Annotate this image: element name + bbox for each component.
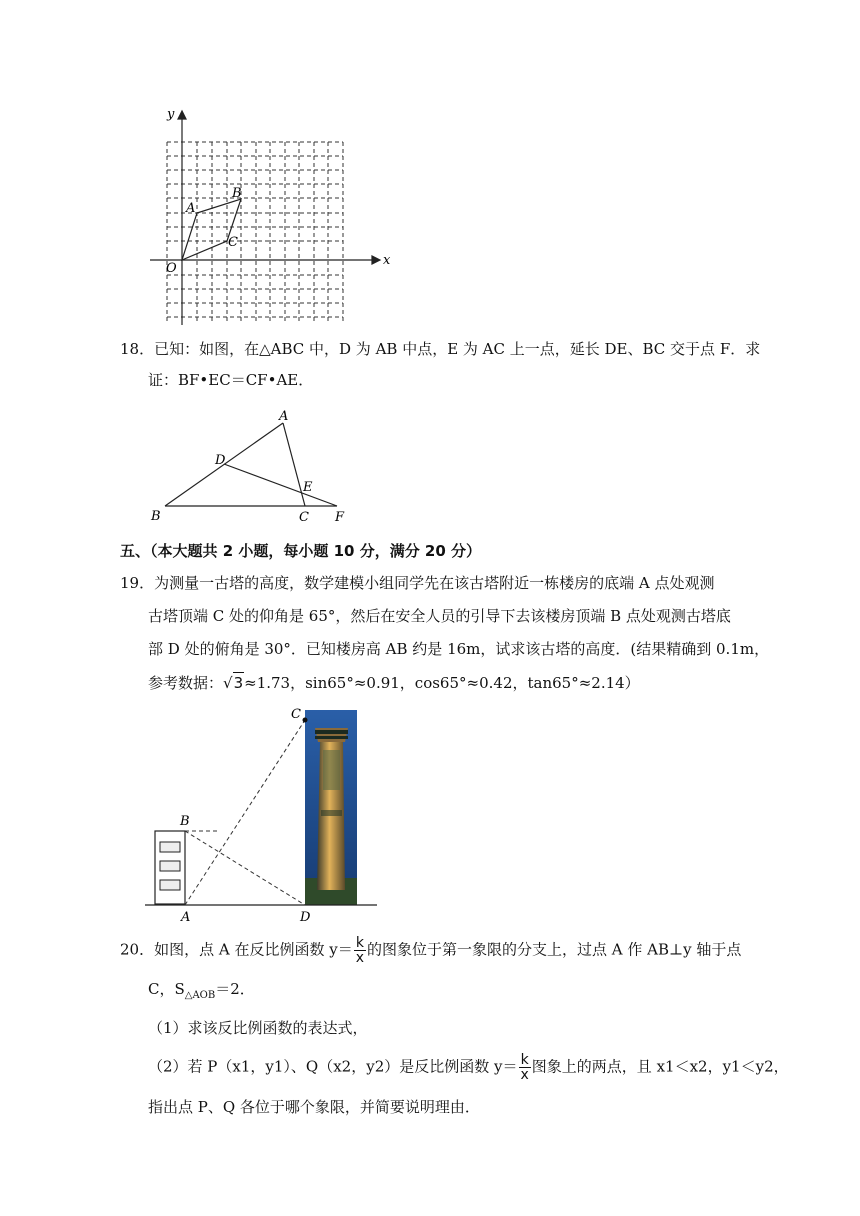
tower-c-label: C [291, 707, 301, 722]
q20-sub2: （2）若 P（x1，y1）、Q（x2，y2）是反比例函数 y＝ $\frac{k}{x}$ 图象上的两点，且 x1＜x2，y1＜y2， [148, 1052, 789, 1083]
q19-ref-label: 参考数据： [148, 674, 224, 692]
x-axis-label: x [383, 253, 391, 268]
grid-figure [150, 100, 400, 330]
q20-number: 20． [120, 940, 155, 959]
point-o-label: O [166, 261, 177, 276]
q20-sub1: （1）求该反比例函数的表达式， [148, 1019, 368, 1037]
tri-a-label: A [279, 409, 289, 424]
q19-ref-values: ≈1.73，sin65°≈0.91，cos65°≈0.42，tan65°≈2.14） [244, 674, 640, 692]
q18-line2: 证：BF•EC＝CF•AE． [148, 371, 314, 389]
area-subscript: △AOB [184, 990, 216, 1001]
q19-line4: 参考数据：√3≈1.73，sin65°≈0.91，cos65°≈0.42，tan65°≈2.14） [148, 674, 640, 692]
q20-line1 [120, 936, 741, 965]
tri-e-label: E [303, 480, 313, 495]
tri-c-label: C [299, 510, 309, 525]
sqrt-three: 3 [233, 674, 244, 692]
q19-line2: 古塔顶端 C 处的仰角是 65°，然后在安全人员的引导下去该楼房顶端 B 点处观测古塔底 [148, 607, 731, 625]
tower-b-label: B [180, 814, 190, 829]
q20-sub3: 指出点 P、Q 各位于哪个象限，并简要说明理由． [148, 1098, 480, 1116]
q18-number: 18． [120, 340, 155, 358]
tri-b-label: B [151, 509, 161, 524]
q20-text1-post: 的图象位于第一象限的分支上，过点 A 作 AB⊥y 轴于点 [367, 940, 742, 959]
fraction-k-over-x: $\frac{k}{x}$ [355, 935, 365, 966]
tower-figure [145, 700, 385, 930]
y-axis-label: y [167, 107, 175, 122]
tri-d-label: D [215, 453, 226, 468]
q19-line3: 部 D 处的俯角是 30°．已知楼房高 AB 约是 16m，试求该古塔的高度．(结果精确到 0.1m， [148, 640, 770, 658]
q19-text1: 为测量一古塔的高度，数学建模小组同学先在该古塔附近一栋楼房的底端 A 点处观测 [154, 574, 715, 592]
tri-f-label: F [335, 510, 345, 525]
q19-number: 19． [120, 574, 155, 592]
q18-line1 [120, 339, 760, 359]
q20-text1-pre: 如图，点 A 在反比例函数 y＝ [154, 940, 353, 959]
tower-d-label: D [300, 910, 311, 925]
tower-a-label: A [181, 910, 191, 925]
section-5-title: 五、（本大题共 2 小题，每小题 10 分，满分 20 分） [120, 542, 482, 560]
q19-line1 [120, 573, 714, 593]
q20-line2: C，$S_{\triangle AOB}=2$． [148, 980, 255, 1001]
q18-text1: 已知：如图，在△ABC 中，D 为 AB 中点，E 为 AC 上一点，延长 DE、BC 交于点 F．求 [154, 340, 761, 358]
triangle-figure [145, 402, 360, 527]
point-b-label: B [232, 186, 242, 201]
fraction-k-over-x-2: $\frac{k}{x}$ [520, 1052, 529, 1083]
point-a-label: A [186, 201, 196, 216]
point-c-label: C [228, 235, 238, 250]
